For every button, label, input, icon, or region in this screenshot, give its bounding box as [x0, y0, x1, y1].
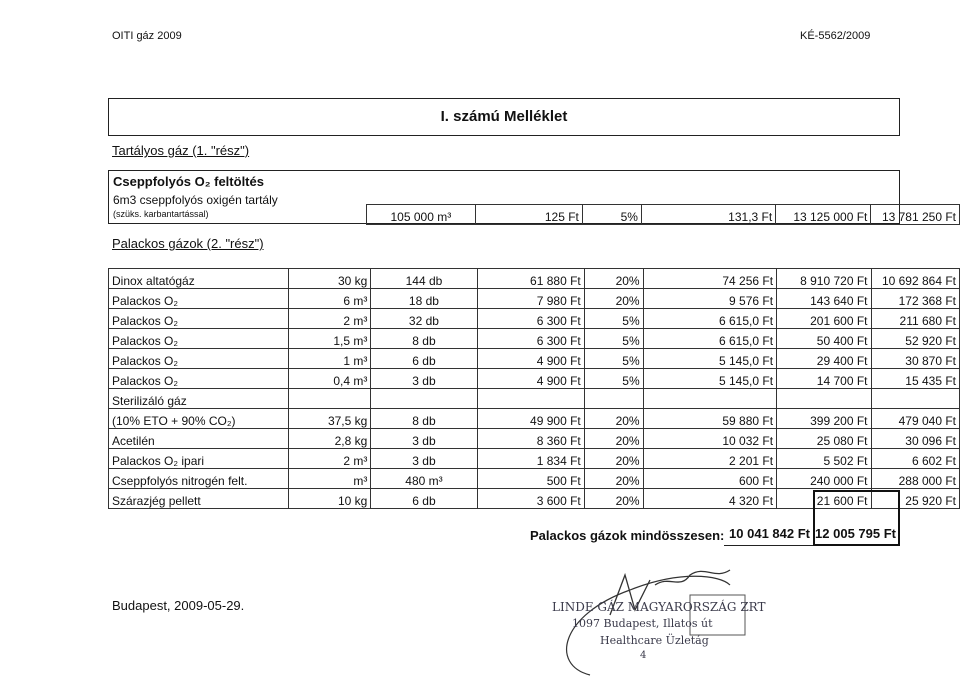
stamp-line3: Healthcare Üzletág — [600, 634, 709, 647]
cell-price: 1 834 Ft — [477, 449, 584, 469]
cell-gross — [643, 389, 776, 409]
cell-price: 125 Ft — [475, 205, 582, 225]
cell-name: Palackos O₂ ipari — [109, 449, 289, 469]
cell-qty: 8 db — [371, 329, 477, 349]
cell-name: Palackos O₂ — [109, 289, 289, 309]
section1-item-line3: (szüks. karbantartással) — [113, 209, 209, 219]
gas-table — [108, 268, 960, 509]
cell-vat: 20% — [584, 409, 643, 429]
table-row — [109, 269, 960, 289]
cell-price: 49 900 Ft — [477, 409, 584, 429]
cell-qty: 6 db — [371, 349, 477, 369]
cell-net-total: 8 910 720 Ft — [777, 269, 871, 289]
cell-gross: 5 145,0 Ft — [643, 349, 776, 369]
cell-price: 4 900 Ft — [477, 349, 584, 369]
cell-name: Palackos O₂ — [109, 329, 289, 349]
table-row — [109, 389, 960, 409]
cell-size: 0,4 m³ — [289, 369, 371, 389]
cell-qty: 3 db — [371, 429, 477, 449]
cell-gross: 131,3 Ft — [641, 205, 775, 225]
table-row — [109, 469, 960, 489]
cell-gross: 59 880 Ft — [643, 409, 776, 429]
summary-gross: 12 005 795 Ft — [815, 526, 896, 541]
section1-heading: Tartályos gáz (1. "rész") — [112, 143, 250, 158]
cell-gross: 6 615,0 Ft — [643, 309, 776, 329]
cell-vat: 20% — [584, 469, 643, 489]
cell-name: Cseppfolyós nitrogén felt. — [109, 469, 289, 489]
cell-name: Palackos O₂ — [109, 369, 289, 389]
cell-name: Szárazjég pellett — [109, 489, 289, 509]
header-left: OITI gáz 2009 — [112, 30, 182, 42]
cell-gross-total: 13 781 250 Ft — [871, 205, 960, 225]
cell-size: m³ — [289, 469, 371, 489]
cell-qty: 105 000 m³ — [367, 205, 476, 225]
cell-net-total: 399 200 Ft — [777, 409, 871, 429]
page-title: I. számú Melléklet — [440, 108, 568, 125]
cell-gross-total: 6 602 Ft — [871, 449, 960, 469]
cell-gross-total: 25 920 Ft — [871, 489, 960, 509]
cell-gross: 6 615,0 Ft — [643, 329, 776, 349]
cell-price: 8 360 Ft — [477, 429, 584, 449]
cell-gross: 5 145,0 Ft — [643, 369, 776, 389]
cell-name: Palackos O₂ — [109, 309, 289, 329]
cell-price: 61 880 Ft — [477, 269, 584, 289]
cell-vat: 20% — [584, 269, 643, 289]
cell-size: 37,5 kg — [289, 409, 371, 429]
cell-gross-total: 288 000 Ft — [871, 469, 960, 489]
cell-net-total: 21 600 Ft — [777, 489, 871, 509]
cell-gross: 600 Ft — [643, 469, 776, 489]
cell-gross-total: 172 368 Ft — [871, 289, 960, 309]
cell-price: 7 980 Ft — [477, 289, 584, 309]
cell-gross-total: 30 096 Ft — [871, 429, 960, 449]
cell-size: 1 m³ — [289, 349, 371, 369]
cell-price: 4 900 Ft — [477, 369, 584, 389]
cell-price: 6 300 Ft — [477, 329, 584, 349]
table-row — [109, 449, 960, 469]
section1-values-table — [366, 204, 960, 225]
section1-item-title: Cseppfolyós O₂ feltöltés — [113, 174, 264, 189]
table-row — [109, 429, 960, 449]
table-row — [367, 205, 960, 225]
cell-qty: 3 db — [371, 449, 477, 469]
header-right: KÉ-5562/2009 — [800, 30, 871, 42]
cell-size — [289, 389, 371, 409]
cell-name: Dinox altatógáz — [109, 269, 289, 289]
stamp-line1: LINDE GÁZ MAGYARORSZÁG ZRT — [552, 600, 766, 614]
section2-heading: Palackos gázok (2. "rész") — [112, 236, 264, 251]
cell-price — [477, 389, 584, 409]
cell-vat: 5% — [584, 349, 643, 369]
cell-net-total: 5 502 Ft — [777, 449, 871, 469]
cell-gross: 4 320 Ft — [643, 489, 776, 509]
cell-vat: 20% — [584, 489, 643, 509]
table-row — [109, 289, 960, 309]
cell-net-total: 13 125 000 Ft — [776, 205, 871, 225]
cell-gross-total: 211 680 Ft — [871, 309, 960, 329]
cell-gross: 9 576 Ft — [643, 289, 776, 309]
cell-net-total: 14 700 Ft — [777, 369, 871, 389]
cell-vat: 5% — [582, 205, 641, 225]
cell-vat — [584, 389, 643, 409]
cell-name: Palackos O₂ — [109, 349, 289, 369]
table-row — [109, 409, 960, 429]
cell-gross-total: 52 920 Ft — [871, 329, 960, 349]
cell-size: 1,5 m³ — [289, 329, 371, 349]
cell-gross-total: 30 870 Ft — [871, 349, 960, 369]
cell-gross-total — [871, 389, 960, 409]
cell-size: 30 kg — [289, 269, 371, 289]
cell-net-total — [777, 389, 871, 409]
cell-gross-total: 479 040 Ft — [871, 409, 960, 429]
cell-gross: 74 256 Ft — [643, 269, 776, 289]
cell-gross-total: 10 692 864 Ft — [871, 269, 960, 289]
cell-net-total: 240 000 Ft — [777, 469, 871, 489]
title-box — [108, 98, 900, 136]
cell-net-total: 25 080 Ft — [777, 429, 871, 449]
summary-net-box — [724, 490, 814, 546]
cell-qty: 144 db — [371, 269, 477, 289]
cell-gross: 2 201 Ft — [643, 449, 776, 469]
cell-qty: 8 db — [371, 409, 477, 429]
summary-label: Palackos gázok mindösszesen: — [530, 528, 725, 543]
cell-qty: 480 m³ — [371, 469, 477, 489]
place-date: Budapest, 2009-05-29. — [112, 598, 245, 613]
cell-price: 500 Ft — [477, 469, 584, 489]
cell-net-total: 50 400 Ft — [777, 329, 871, 349]
stamp-line4: 4 — [640, 650, 647, 661]
cell-vat: 5% — [584, 329, 643, 349]
cell-size: 2 m³ — [289, 309, 371, 329]
table-row — [109, 369, 960, 389]
stamp-line2: 1097 Budapest, Illatos út — [572, 617, 713, 630]
cell-price: 3 600 Ft — [477, 489, 584, 509]
cell-name: Acetilén — [109, 429, 289, 449]
cell-name: Sterilizáló gáz — [109, 389, 289, 409]
cell-vat: 5% — [584, 309, 643, 329]
section1-item-line2: 6m3 cseppfolyós oxigén tartály — [113, 193, 278, 207]
summary-net: 10 041 842 Ft — [729, 526, 810, 541]
cell-vat: 20% — [584, 289, 643, 309]
cell-net-total: 201 600 Ft — [777, 309, 871, 329]
cell-size: 10 kg — [289, 489, 371, 509]
cell-price: 6 300 Ft — [477, 309, 584, 329]
cell-size: 6 m³ — [289, 289, 371, 309]
cell-qty: 3 db — [371, 369, 477, 389]
cell-vat: 5% — [584, 369, 643, 389]
cell-vat: 20% — [584, 429, 643, 449]
table-row — [109, 329, 960, 349]
cell-name: (10% ETO + 90% CO₂) — [109, 409, 289, 429]
cell-gross: 10 032 Ft — [643, 429, 776, 449]
cell-net-total: 143 640 Ft — [777, 289, 871, 309]
cell-qty — [371, 389, 477, 409]
table-row — [109, 309, 960, 329]
cell-qty: 6 db — [371, 489, 477, 509]
cell-size: 2,8 kg — [289, 429, 371, 449]
table-row — [109, 349, 960, 369]
summary-gross-box — [813, 490, 900, 546]
cell-net-total: 29 400 Ft — [777, 349, 871, 369]
cell-gross-total: 15 435 Ft — [871, 369, 960, 389]
cell-vat: 20% — [584, 449, 643, 469]
cell-size: 2 m³ — [289, 449, 371, 469]
cell-qty: 32 db — [371, 309, 477, 329]
cell-qty: 18 db — [371, 289, 477, 309]
